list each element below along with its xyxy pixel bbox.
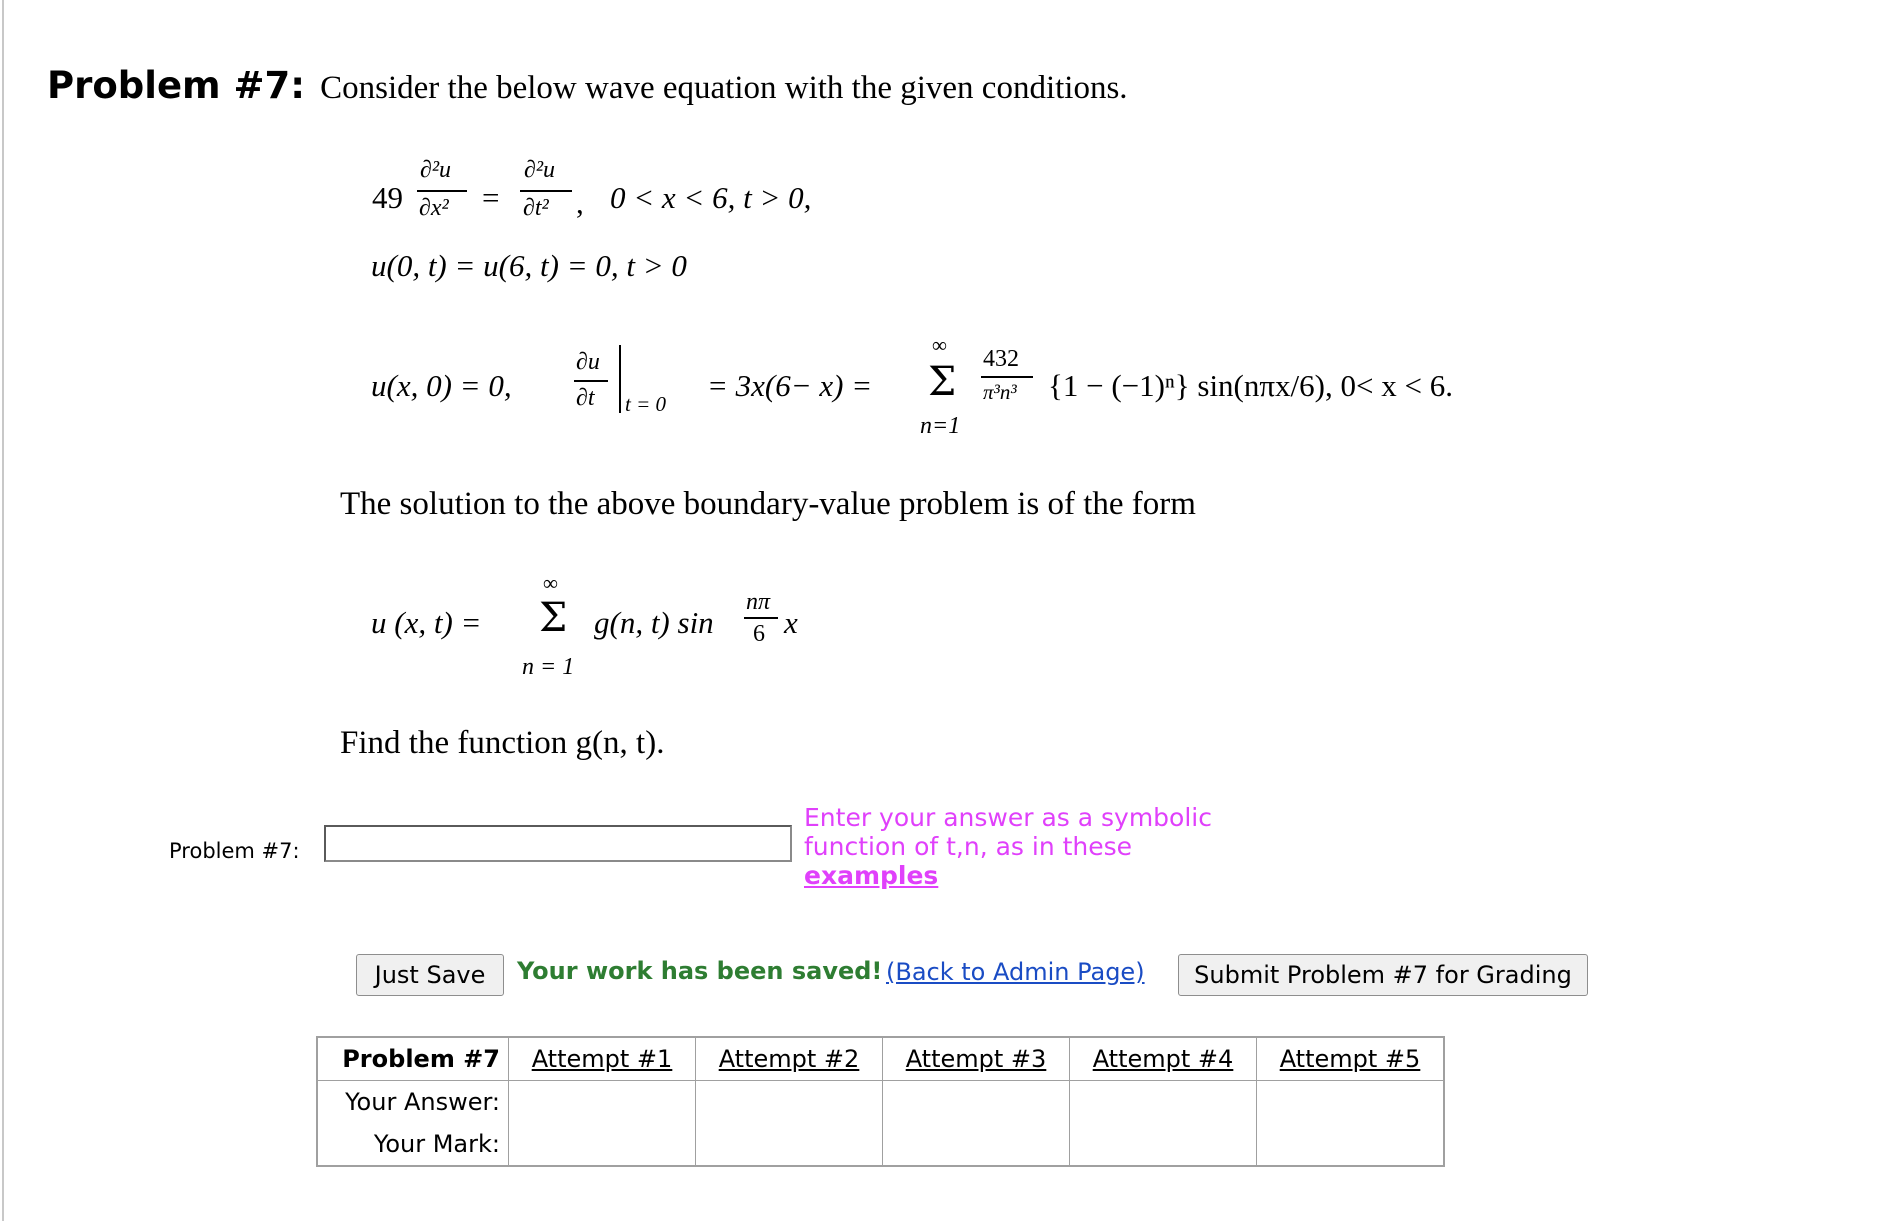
problem-intro: Consider the below wave equation with the given conditions.: [320, 70, 1128, 106]
solution-fraction-bar: [744, 617, 778, 619]
ic-eval-bar: [619, 345, 621, 413]
ic-summation-icon: Σ: [928, 359, 957, 405]
page-left-border: [2, 0, 4, 1221]
attempt-2-answer: [696, 1081, 883, 1124]
attempt-1-mark: [509, 1123, 696, 1166]
just-save-button[interactable]: Just Save: [356, 954, 504, 996]
pde-rhs-denominator: ∂t²: [523, 195, 549, 221]
solution-intro: The solution to the above boundary-value problem is of the form: [340, 486, 1196, 522]
back-to-admin-link[interactable]: (Back to Admin Page): [886, 958, 1145, 986]
attempt-4-link[interactable]: Attempt #4: [1092, 1045, 1234, 1073]
attempt-4-header[interactable]: [1070, 1037, 1257, 1081]
ic-sum-upper: ∞: [932, 333, 947, 357]
solution-summation-icon: Σ: [539, 595, 568, 641]
attempt-5-header[interactable]: [1257, 1037, 1445, 1081]
ic-dt: ∂t: [576, 385, 595, 411]
hint-line-2: function of t,n, as in these: [804, 832, 1133, 861]
ic-series-fraction-bar: [981, 376, 1033, 378]
solution-sum-lower: n = 1: [522, 654, 575, 680]
ic-frac-denominator: π³n³: [983, 380, 1017, 404]
ic-eval-point: t = 0: [625, 392, 667, 416]
attempt-3-mark: [883, 1123, 1070, 1166]
solution-tail: x: [784, 605, 798, 640]
problem-label: Problem #7:: [47, 64, 306, 107]
ic-series-body: {1 − (−1)ⁿ} sin(nπx/6), 0< x < 6.: [1048, 368, 1453, 403]
answer-hint: [804, 803, 1224, 890]
attempt-2-link[interactable]: Attempt #2: [718, 1045, 860, 1073]
attempts-table: [316, 1036, 1445, 1167]
answer-label: Problem #7:: [169, 839, 300, 863]
solution-frac-denominator: 6: [753, 621, 765, 647]
pde-coefficient: 49: [372, 180, 403, 215]
attempts-mark-row: [317, 1123, 1444, 1166]
attempt-3-header[interactable]: [883, 1037, 1070, 1081]
ic-middle: = 3x(6− x) =: [707, 368, 873, 403]
pde-comma: ,: [576, 185, 584, 220]
your-mark-label: Your Mark:: [317, 1123, 509, 1166]
ic-fraction-bar: [574, 380, 608, 382]
pde-rhs-numerator: ∂²u: [524, 157, 556, 183]
attempts-problem-header: Problem #7: [317, 1037, 509, 1081]
pde-lhs-fraction-bar: [417, 190, 467, 192]
ic-sum-lower: n=1: [920, 413, 961, 439]
your-answer-label: Your Answer:: [317, 1081, 509, 1124]
solution-sum-upper: ∞: [543, 571, 558, 595]
pde-domain: 0 < x < 6, t > 0,: [610, 180, 812, 215]
attempt-5-answer: [1257, 1081, 1445, 1124]
ic-du: ∂u: [576, 349, 600, 375]
attempt-4-mark: [1070, 1123, 1257, 1166]
attempt-2-header[interactable]: [696, 1037, 883, 1081]
examples-link[interactable]: examples: [804, 861, 939, 890]
attempt-1-link[interactable]: Attempt #1: [531, 1045, 673, 1073]
solution-term: g(n, t) sin: [594, 605, 714, 640]
pde-equals: =: [482, 180, 500, 215]
pde-lhs-denominator: ∂x²: [419, 195, 449, 221]
solution-frac-numerator: nπ: [746, 589, 771, 615]
attempt-5-mark: [1257, 1123, 1445, 1166]
boundary-condition: u(0, t) = u(6, t) = 0, t > 0: [371, 248, 687, 283]
saved-message: Your work has been saved!: [517, 957, 883, 985]
attempt-1-header[interactable]: [509, 1037, 696, 1081]
attempt-2-mark: [696, 1123, 883, 1166]
answer-input[interactable]: [324, 825, 792, 862]
ic-left: u(x, 0) = 0,: [371, 368, 512, 403]
attempt-3-link[interactable]: Attempt #3: [905, 1045, 1047, 1073]
question-text: Find the function g(n, t).: [340, 725, 665, 761]
problem-title: [47, 64, 1128, 107]
attempts-header-row: [317, 1037, 1444, 1081]
pde-rhs-fraction-bar: [520, 190, 572, 192]
submit-for-grading-button[interactable]: Submit Problem #7 for Grading: [1178, 954, 1588, 996]
attempt-3-answer: [883, 1081, 1070, 1124]
attempt-1-answer: [509, 1081, 696, 1124]
attempt-5-link[interactable]: Attempt #5: [1279, 1045, 1421, 1073]
pde-lhs-numerator: ∂²u: [420, 157, 452, 183]
hint-line-1: Enter your answer as a symbolic: [804, 803, 1212, 832]
ic-frac-numerator: 432: [983, 346, 1019, 372]
attempt-4-answer: [1070, 1081, 1257, 1124]
solution-lhs: u (x, t) =: [371, 605, 482, 640]
attempts-answer-row: [317, 1081, 1444, 1124]
